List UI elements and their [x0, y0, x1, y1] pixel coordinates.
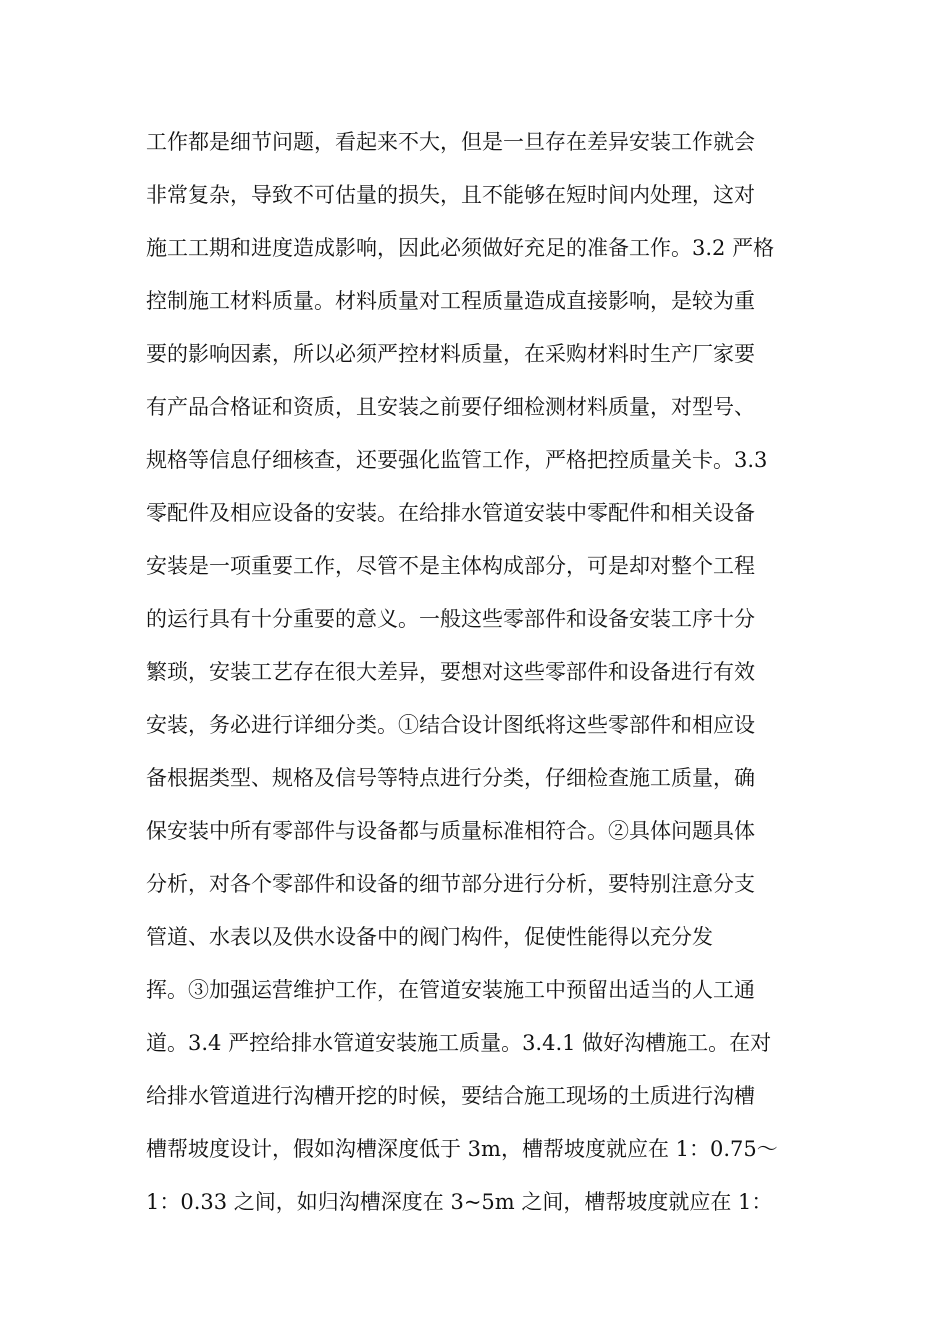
text-line: 分析，对各个零部件和设备的细节部分进行分析，要特别注意分支 — [146, 872, 755, 896]
text-line: 控制施工材料质量。材料质量对工程质量造成直接影响，是较为重 — [146, 289, 755, 313]
text-line: 道。3.4 严控给排水管道安装施工质量。3.4.1 做好沟槽施工。在对 — [146, 1031, 772, 1055]
text-line: 管道、水表以及供水设备中的阀门构件，促使性能得以充分发 — [146, 925, 713, 949]
text-line: 施工工期和进度造成影响，因此必须做好充足的准备工作。3.2 严格 — [146, 236, 775, 260]
text-line: 有产品合格证和资质，且安装之前要仔细检测材料质量，对型号、 — [146, 395, 755, 419]
text-line: 安装，务必进行详细分类。①结合设计图纸将这些零部件和相应设 — [146, 713, 755, 737]
text-line: 繁琐，安装工艺存在很大差异，要想对这些零部件和设备进行有效 — [146, 660, 755, 684]
body-paragraph — [146, 116, 806, 1229]
text-line: 备根据类型、规格及信号等特点进行分类，仔细检查施工质量，确 — [146, 766, 755, 790]
text-line: 给排水管道进行沟槽开挖的时候，要结合施工现场的土质进行沟槽 — [146, 1084, 755, 1108]
text-line: 槽帮坡度设计，假如沟槽深度低于 3m，槽帮坡度就应在 1：0.75～ — [146, 1137, 778, 1161]
text-line: 的运行具有十分重要的意义。一般这些零部件和设备安装工序十分 — [146, 607, 755, 631]
text-line: 工作都是细节问题，看起来不大，但是一旦存在差异安装工作就会 — [146, 130, 755, 154]
text-line: 1：0.33 之间，如归沟槽深度在 3~5m 之间，槽帮坡度就应在 1： — [146, 1190, 773, 1214]
text-line: 零配件及相应设备的安装。在给排水管道安装中零配件和相关设备 — [146, 501, 755, 525]
text-line: 非常复杂，导致不可估量的损失，且不能够在短时间内处理，这对 — [146, 183, 755, 207]
text-line: 挥。③加强运营维护工作，在管道安装施工中预留出适当的人工通 — [146, 978, 755, 1002]
text-line: 安装是一项重要工作，尽管不是主体构成部分，可是却对整个工程 — [146, 554, 755, 578]
text-line: 保安装中所有零部件与设备都与质量标准相符合。②具体问题具体 — [146, 819, 755, 843]
text-line: 要的影响因素，所以必须严控材料质量，在采购材料时生产厂家要 — [146, 342, 755, 366]
text-line: 规格等信息仔细核查，还要强化监管工作，严格把控质量关卡。3.3 — [146, 448, 768, 472]
